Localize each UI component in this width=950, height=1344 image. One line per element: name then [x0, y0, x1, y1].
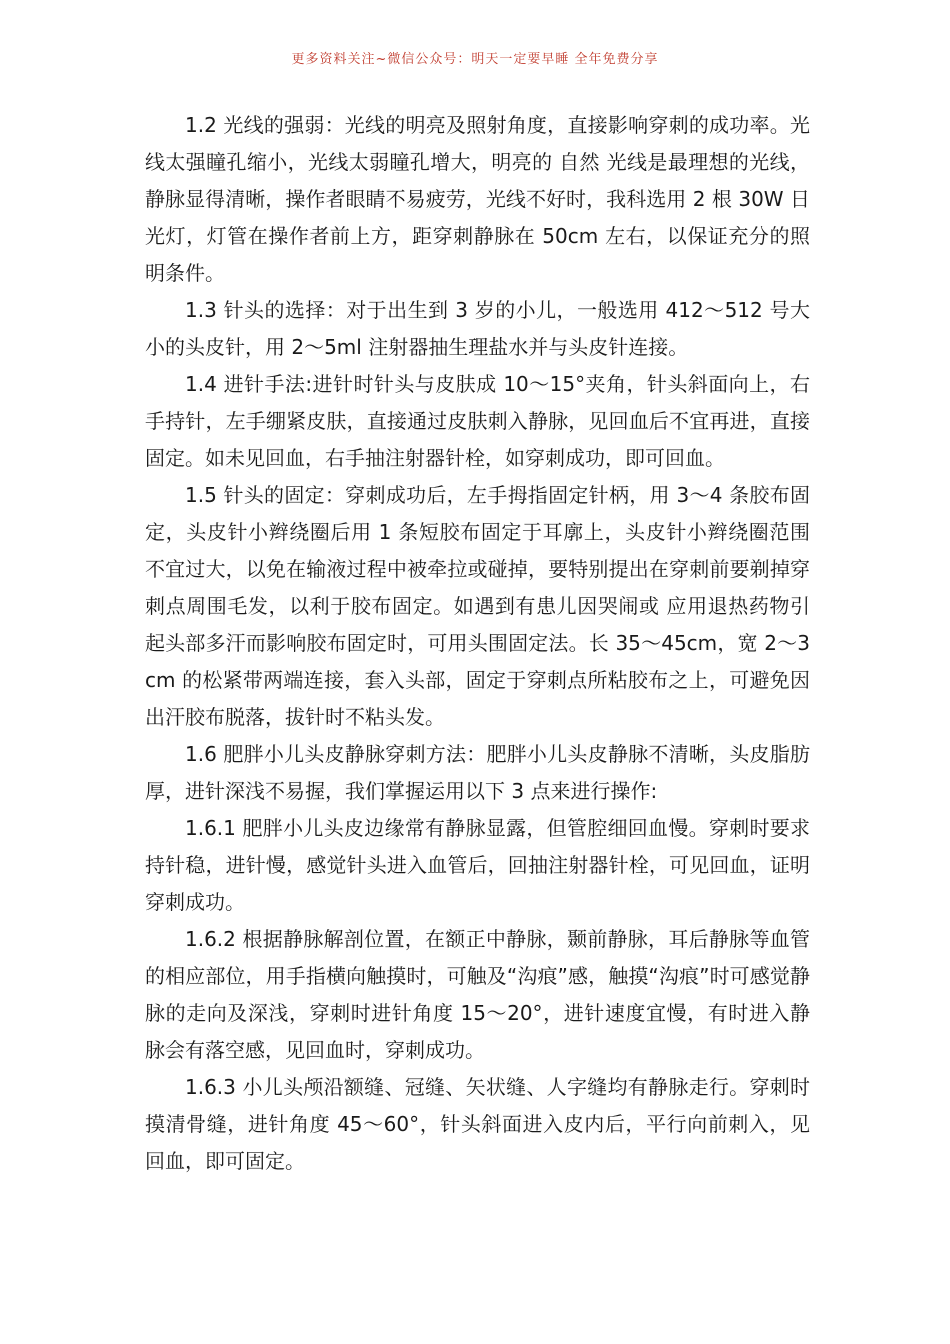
paragraph-method-3: 1.6.3 小儿头颅沿额缝、冠缝、矢状缝、人字缝均有静脉走行。穿刺时摸清骨缝，进针角度 45～60°，针头斜面进入皮内后，平行向前刺入，见回血，即可固定。 — [145, 1075, 810, 1173]
paragraph-insertion-technique: 1.4 进针手法:进针时针头与皮肤成 10～15°夹角，针头斜面向上，右手持针，左手绷紧皮肤，直接通过皮肤刺入静脉，见回血后不宜再进，直接固定。如未见回血，右手抽注射器针栓，如穿刺成功，即可回血。 — [145, 372, 810, 470]
paragraph-needle-fixation: 1.5 针头的固定：穿刺成功后，左手拇指固定针柄，用 3～4 条胶布固定，头皮针小辫绕圈后用 1 条短胶布固定于耳廓上，头皮针小辫绕圈范围不宜过大，以免在输液过程中被牵拉或碰掉，要特别提出在穿刺前要剃掉穿刺点周围毛发，以利于胶布固定。如遇到有患儿因哭闹或 应用退热药物引起头部多汗而影响胶布固定时，可用头围固定法。长 35～45cm，宽 2～3cm 的松紧带两端连接，套入头部，固定于穿刺点所粘胶布之上，可避免因出汗胶布脱落，拔针时不粘头发。 — [145, 483, 810, 729]
paragraph-light-intensity: 1.2 光线的强弱：光线的明亮及照射角度，直接影响穿刺的成功率。光线太强瞳孔缩小，光线太弱瞳孔增大，明亮的 自然 光线是最理想的光线，静脉显得清晰，操作者眼睛不易疲劳，光线不好时，我科选用 2 根 30W 日光灯，灯管在操作者前上方，距穿刺静脉在 50cm 左右，以保证充分的照明条件。 — [145, 113, 810, 285]
document-body — [145, 107, 810, 1180]
paragraph-needle-selection: 1.3 针头的选择：对于出生到 3 岁的小儿，一般选用 412～512 号大小的头皮针，用 2～5ml 注射器抽生理盐水并与头皮针连接。 — [145, 298, 810, 359]
paragraph-method-1: 1.6.1 肥胖小儿头皮边缘常有静脉显露，但管腔细回血慢。穿刺时要求持针稳，进针慢，感觉针头进入血管后，回抽注射器针栓，可见回血，证明穿刺成功。 — [145, 816, 810, 914]
paragraph-obese-child-method: 1.6 肥胖小儿头皮静脉穿刺方法：肥胖小儿头皮静脉不清晰，头皮脂肪厚，进针深浅不易握，我们掌握运用以下 3 点来进行操作: — [145, 742, 810, 803]
page-header-promo: 更多资料关注~微信公众号：明天一定要早睡 全年免费分享 — [291, 52, 659, 67]
paragraph-method-2: 1.6.2 根据静脉解剖位置，在额正中静脉，颞前静脉，耳后静脉等血管的相应部位，用手指横向触摸时，可触及“沟痕”感，触摸“沟痕”时可感觉静脉的走向及深浅，穿刺时进针角度 15～20°，进针速度宜慢，有时进入静脉会有落空感，见回血时，穿刺成功。 — [145, 927, 810, 1062]
